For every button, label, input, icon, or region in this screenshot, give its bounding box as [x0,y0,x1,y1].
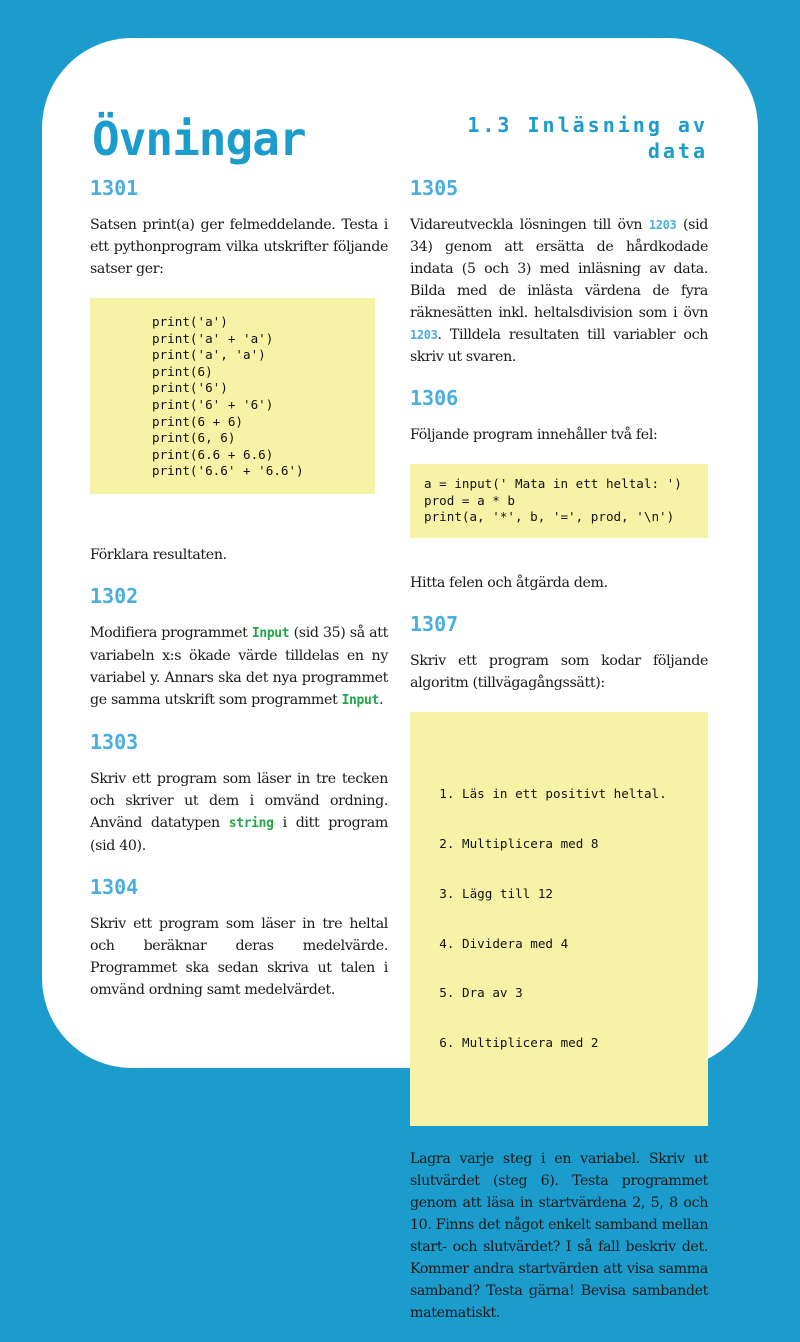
text-span: Vidareutveckla lösningen till övn [410,217,649,233]
inline-code: Input [341,692,379,708]
code-block: print('a') print('a' + 'a') print('a', 'a') print(6) print('6') print('6' + '6') print(6 + 6) print(6, 6) print(6.6 + 6.6) print('6.6' + '6.6') [90,298,375,494]
exercise-text: Skriv ett program som kodar följande algoritm (tillvägagångssätt): [410,652,708,691]
exercise-text [410,214,708,368]
text-span: (sid 34) genom att ersätta de hårdkodade indata (5 och 3) med inläsning av data. Bilda med de inlästa värdena de fyra räknesätten inkl. heltalsdivision som i övn [410,217,708,321]
text-span: . [378,691,384,708]
text-span: . Tilldela resultaten till variabler och skriv ut svaren. [410,327,708,365]
exercise-text [90,768,388,857]
right-column [410,176,708,1342]
list-item: 3. Lägg till 12 [462,886,698,903]
exercise-number: 1301 [90,176,139,200]
list-item: 5. Dra av 3 [462,985,698,1002]
exercise-reference: 1203 [410,328,438,342]
exercise-number: 1302 [90,583,139,608]
exercise-1305 [410,176,708,368]
exercise-text: Satsen print(a) ger felmeddelande. Testa i ett pythonprogram vilka utskrifter följande satser ger: [90,217,388,277]
exercise-number: 1306 [410,386,459,410]
exercise-text: Hitta felen och åtgärda dem. [410,574,608,591]
code-block: a = input(' Mata in ett heltal: ') prod = a * b print(a, '*', b, '=', prod, '\n') [410,464,708,538]
exercise-text: Förklara resultaten. [90,546,227,563]
exercise-number: 1303 [90,729,139,754]
exercise-1301 [90,176,388,566]
exercise-1307 [410,612,708,1324]
list-item: 6. Multiplicera med 2 [462,1035,698,1052]
list-item: 4. Dividera med 4 [462,936,698,953]
list-item: 1. Läs in ett positivt heltal. [462,786,698,803]
page-title: Övningar [92,112,306,166]
exercise-number: 1305 [410,176,459,200]
left-column [90,176,388,1019]
exercise-1304 [90,875,388,1001]
exercise-1303 [90,730,388,857]
list-item: 2. Multiplicera med 8 [462,836,698,853]
text-span: i ditt program (sid 40). [90,814,388,854]
text-span: (sid 35) så att variabeln x:s ökade värde tilldelas en ny variabel y. Annars ska det nya programmet ge samma utskrift som programmet [90,624,388,708]
exercise-text: Lagra varje steg i en variabel. Skriv ut slutvärdet (steg 6). Testa programmet genom att läsa in startvärdena 2, 5, 8 och 10. Finns det något enkelt samband mellan start- och slutvärdet? I så fall beskriv det. Kommer andra startvärden att visa samma samband? Testa gärna! Bevisa sambandet matematiskt. [410,1151,708,1322]
exercise-text: Följande program innehåller två fel: [410,427,658,443]
exercise-text [90,622,388,712]
algorithm-list [410,712,708,1126]
exercise-text: Skriv ett program som läser in tre heltal och beräknar deras medelvärde. Programmet ska sedan skriva ut talen i omvänd ordning samt medelvärdet. [90,915,388,998]
exercise-reference: 1203 [648,218,677,232]
inline-code: string [228,815,274,831]
text-span: Skriv ett program som läser in tre tecken och skriver ut dem i omvänd ordning. Använd datatypen [90,770,388,831]
exercise-number: 1307 [410,611,459,636]
exercise-number: 1304 [90,874,139,899]
inline-code: Input [251,625,290,641]
exercise-1302 [90,584,388,712]
exercise-1306 [410,386,708,594]
section-title: 1.3 Inläsning av data [467,113,708,163]
text-span: Modifiera programmet [90,624,252,641]
